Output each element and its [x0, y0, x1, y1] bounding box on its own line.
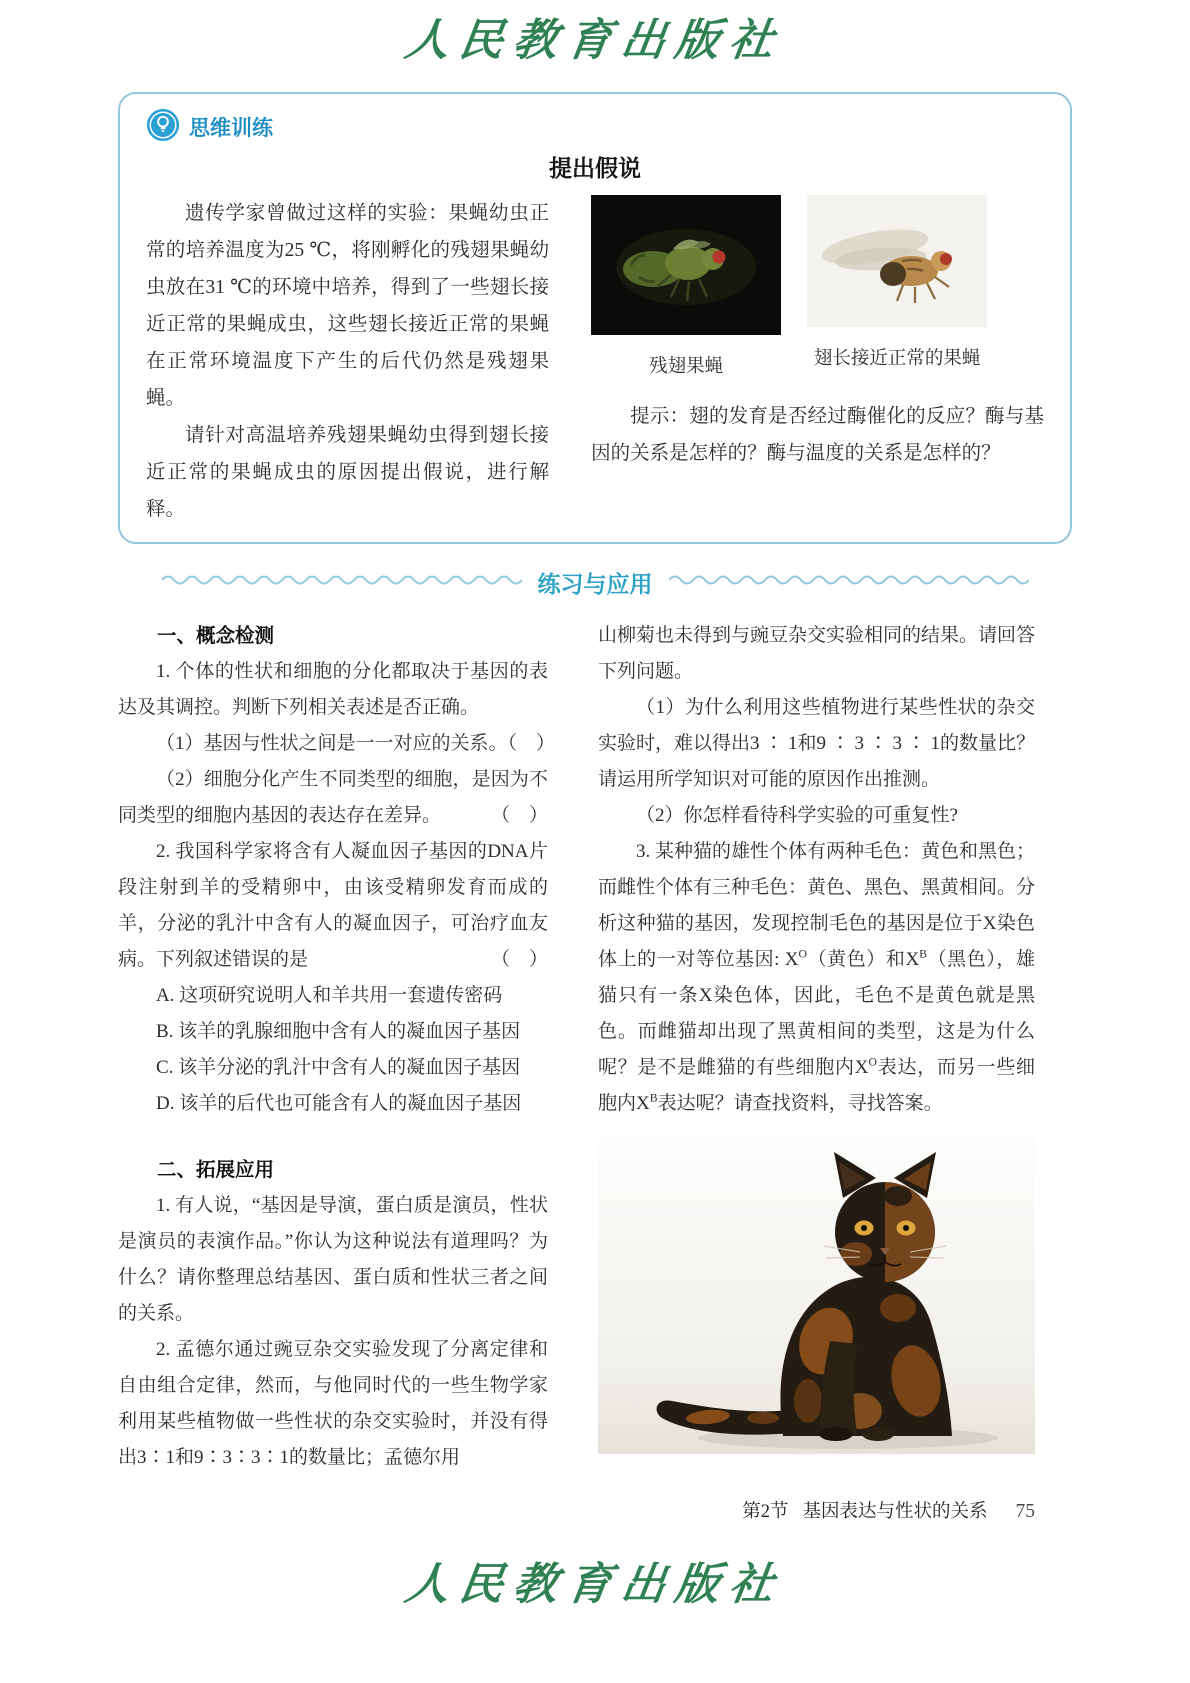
- heading-extension: 二、拓展应用: [157, 1159, 275, 1181]
- exercise-item-2-text: 2. 我国科学家将含有人凝血因子基因的DNA片段注射到羊的受精卵中，由该受精卵发育而成的羊，分泌的乳汁中含有人的凝血因子，可治疗血友病。下列叙述错误的是: [118, 841, 548, 970]
- vestigial-fly-figure: [591, 195, 781, 378]
- wave-decoration-left: [162, 572, 522, 593]
- right-column: [598, 618, 1035, 1476]
- extension-item-1: 1. 有人说，“基因是导演，蛋白质是演员，性状是演员的表演作品。”你认为这种说法有道理吗？为什么？请你整理总结基因、蛋白质和性状三者之间的关系。: [118, 1195, 548, 1324]
- thinking-box-header: [146, 110, 1044, 144]
- thinking-box-left-column: [146, 195, 549, 528]
- answer-blank: （ ）: [490, 805, 548, 826]
- normal-fly-figure: [807, 195, 987, 370]
- vestigial-fly-caption: 残翅果蝇: [649, 357, 724, 377]
- vestigial-fly-image: [591, 195, 781, 340]
- extension-item-2: 2. 孟德尔通过豌豆杂交实验发现了分离定律和自由组合定律，然而，与他同时代的一些生物学家利用某些植物做一些性状的杂交实验时，并没有得出3∶1和9∶3∶3∶1的数量比；孟德尔用: [118, 1339, 548, 1468]
- task-paragraph: 请针对高温培养残翅果蝇幼虫得到翅长接近正常的果蝇成虫的原因提出假说，进行解释。: [146, 425, 550, 520]
- exercise-item-1-sub2-text: （2）细胞分化产生不同类型的细胞，是因为不同类型的细胞内基因的表达存在差异。: [118, 769, 548, 826]
- item-3-text: （黄色）和X: [807, 949, 920, 970]
- footer-section-title: 基因表达与性状的关系: [802, 1502, 988, 1522]
- item-3-text: （黑色），雄猫只有一条X染色体，因此，毛色不是黄色就是黑色。而雌猫却出现了黑黄相间的类型，这是为什么呢？是不是雌猫的有些细胞内X: [598, 949, 1035, 1078]
- option-b: B. 该羊的乳腺细胞中含有人的凝血因子基因: [156, 1021, 521, 1042]
- heading-concept-check: 一、概念检测: [157, 625, 275, 647]
- lightbulb-icon: [146, 108, 180, 147]
- exercise-item-1-sub2: [118, 762, 548, 834]
- hint-paragraph: 提示：翅的发育是否经过酶催化的反应？酶与基因的关系是怎样的？酶与温度的关系是怎样的？: [591, 406, 1044, 464]
- tortoiseshell-cat-figure: [598, 1136, 1035, 1459]
- superscript-O: O: [868, 1055, 877, 1069]
- left-column: [118, 618, 556, 1476]
- superscript-O: O: [798, 947, 807, 961]
- section-divider: [0, 566, 1190, 599]
- publisher-logo-bottom: 人民教育出版社: [401, 1559, 787, 1610]
- box-title: 提出假说: [549, 155, 641, 181]
- thinking-training-box: [118, 92, 1072, 544]
- tortoiseshell-cat-image: [598, 1441, 1035, 1458]
- thinking-box-right-column: [591, 195, 1044, 528]
- extension-item-2-sub2: （2）你怎样看待科学实验的可重复性?: [636, 805, 958, 826]
- item-3-text: 表达，而另一些细胞内X: [598, 1057, 1035, 1114]
- item-3-text: 表达呢？请查找资料，寻找答案。: [657, 1093, 943, 1114]
- exercise-item-2: [118, 834, 548, 978]
- experiment-paragraph: 遗传学家曾做过这样的实验：果蝇幼虫正常的培养温度为25 ℃，将刚孵化的残翅果蝇幼虫放在31 ℃的环境中培养，得到了一些翅长接近正常的果蝇成虫，这些翅长接近正常的果蝇在正常环境温度下产生的后代仍然是残翅果蝇。: [146, 203, 550, 409]
- option-a: A. 这项研究说明人和羊共用一套遗传密码: [156, 985, 503, 1006]
- fly-images-row: [591, 195, 1044, 378]
- exercises-columns: [118, 618, 1072, 1476]
- extension-item-2-sub1: （1）为什么利用这些植物进行某些性状的杂交实验时，难以得出3 ∶ 1和9 ∶ 3 ∶ 3 ∶ 1的数量比？请运用所学知识对可能的原因作出推测。: [598, 697, 1036, 790]
- superscript-B: B: [919, 947, 928, 961]
- extension-item-2-continuation: 山柳菊也未得到与豌豆杂交实验相同的结果。请回答下列问题。: [598, 625, 1036, 682]
- normal-fly-image: [807, 195, 987, 332]
- superscript-B: B: [649, 1091, 658, 1105]
- thinking-box-label: 思维训练: [189, 117, 273, 140]
- page-footer: [118, 1497, 1035, 1523]
- wave-decoration-right: [669, 572, 1029, 593]
- publisher-logo-top: 人民教育出版社: [401, 15, 787, 66]
- thinking-box-body: [146, 195, 1044, 528]
- footer-section-label: 第2节: [742, 1502, 789, 1522]
- normal-fly-caption: 翅长接近正常的果蝇: [813, 349, 981, 369]
- answer-blank: （ ）: [490, 949, 548, 970]
- exercise-item-1: 1. 个体的性状和细胞的分化都取决于基因的表达及其调控。判断下列相关表述是否正确。: [118, 661, 548, 718]
- extension-item-3: [598, 834, 1035, 1122]
- option-d: D. 该羊的后代也可能含有人的凝血因子基因: [156, 1093, 522, 1114]
- item-3-text: 3. 某种猫的雄性个体有两种毛色：黄色和黑色；而雌性个体有三种毛色：黄色、黑色、黑黄相间。分析这种猫的基因，发现控制毛色的基因是位于X染色体上的一对等位基因: X: [598, 841, 1036, 970]
- exercise-item-1-sub1: （1）基因与性状之间是一一对应的关系。（ ）: [156, 733, 556, 754]
- option-c: C. 该羊分泌的乳汁中含有人的凝血因子基因: [156, 1057, 521, 1078]
- section-title: 练习与应用: [537, 571, 653, 597]
- page-number: 75: [1015, 1501, 1035, 1522]
